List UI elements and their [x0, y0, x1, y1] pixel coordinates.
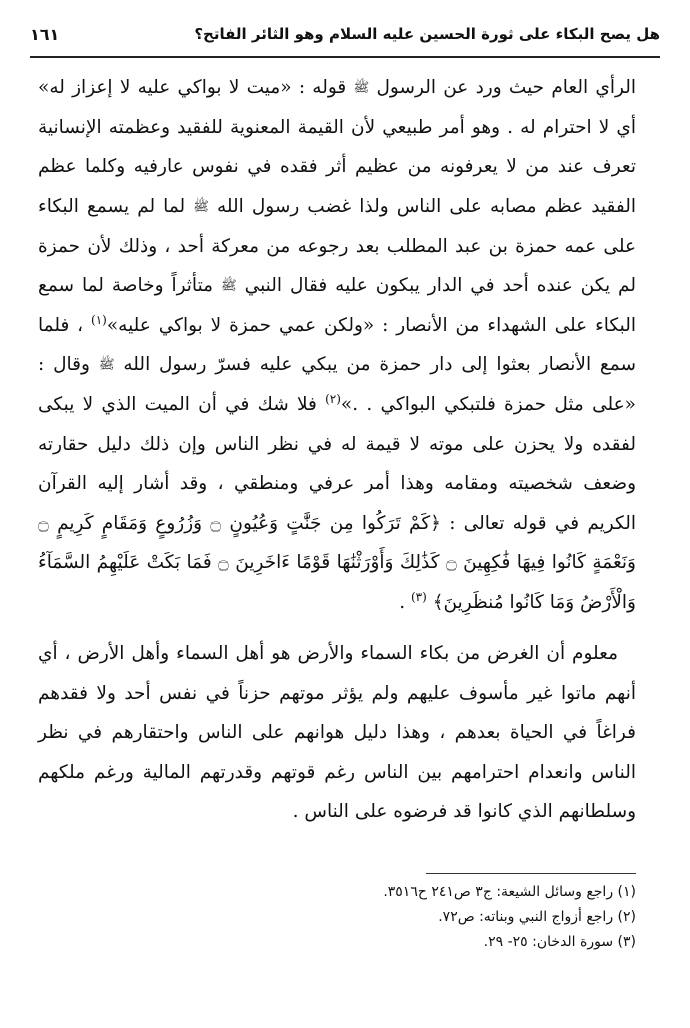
prophet-honorific-icon: ﷺ [353, 80, 370, 96]
footnote-reference-2: (٢) [325, 391, 341, 406]
page-number: ١٦١ [30, 24, 60, 44]
text-segment: متأثراً وخاصة لما سمع البكاء على الشهداء من الأنصار : «ولكن عمي حمزة لا بواكي عليه» [38, 275, 636, 336]
footnote-rule [426, 873, 636, 874]
prophet-honorific-icon: ﷺ [221, 278, 237, 294]
paragraph-2: معلوم أن الغرض من بكاء السماء والأرض هو أهل السماء وأهل الأرض ، أي أنهم ماتوا غير مأسوف عليهم ولم يؤثر موتهم حزناً في نفس أحد ولا فقدهم فراغاً في الحياة بعدهم ، وهذا دليل هوانهم على الناس واحتقارهم في نظر الناس وانعدام احترامهم بين الناس رغم قوتهم وقدرتهم المالية ورغم ملكهم وسلطانهم الذي كانوا قد فرضوه على الناس . [38, 643, 636, 822]
quran-verse: ﴿كَمْ تَرَكُوا مِن جَنَّٰتٍ وَعُيُونٍ ۝ وَزُرُوعٍ وَمَقَامٍ كَرِيمٍ ۝ وَنَعْمَةٍ كَانُوا فِيهَا فَٰكِهِينَ ۝ كَذَٰلِكَ وَأَوْرَثْنَٰهَا قَوْمًا ءَاخَرِينَ ۝ فَمَا بَكَتْ عَلَيْهِمُ السَّمَآءُ وَالْأَرْضُ وَمَا كَانُوا مُنظَرِينَ﴾ [38, 512, 636, 613]
text-segment: ، فلما سمع الأنصار بعثوا إلى دار حمزة من يبكي عليه فسرّ رسول الله [38, 314, 636, 376]
header-rule [30, 56, 660, 58]
text-segment: قوله : «ميت لا بواكي عليه لا إعزاز له» أي لا احترام له . وهو أمر طبيعي لأن القيمة المعنوية للفقيد وعظمته الإنسانية تعرف عند من لا يعرفونه من عظيم أثر فقده في نفوس عارفيه وكلما عظم الفقيد عظم مصابه على الناس ولذا غضب رسول الله [38, 77, 636, 217]
text-segment: فلا شك في أن الميت الذي لا يبكى لفقده ولا يحزن على موته لا قيمة له في نظر الناس وإن ذلك دليل حقارته وضعف شخصيته ومقامه وهذا أمر عرفي ومنطقي ، وقد أشار إليه القرآن الكريم في قوله تعالى : [38, 394, 636, 534]
main-text [38, 68, 636, 832]
footnote-2: (٢) راجع أزواج النبي وبناته: ص٧٢. [438, 909, 636, 925]
footnote-1: (١) راجع وسائل الشيعة: ج٣ ص٢٤١ ح٣٥١٦. [383, 884, 636, 900]
footnote-reference-1: (١) [91, 312, 107, 327]
footnotes [38, 880, 636, 955]
prophet-honorific-icon: ﷺ [98, 357, 115, 373]
footnote-3: (٣) سورة الدخان: ٢٥- ٢٩. [483, 934, 636, 950]
prophet-honorific-icon: ﷺ [193, 199, 209, 214]
paragraph-1 [38, 68, 636, 622]
text-segment: وقال : «على مثل حمزة فلتبكي البواكي . .» [38, 354, 636, 415]
text-segment: الرأي العام حيث ورد عن الرسول [376, 77, 636, 98]
text-segment: . [399, 591, 406, 613]
footnote-reference-3: (٣) [410, 589, 427, 604]
running-header [30, 16, 660, 52]
running-title: هل يصح البكاء على ثورة الحسين عليه السلام وهو الثائر الفاتح؟ [194, 25, 660, 43]
text-segment: لما لم يسمع البكاء على عمه حمزة بن عبد المطلب بعد رجوعه من معركة أحد ، وذلك لأن حمزة لم يكن عنده أحد في الدار يبكون عليه فقال النبي [38, 195, 636, 296]
